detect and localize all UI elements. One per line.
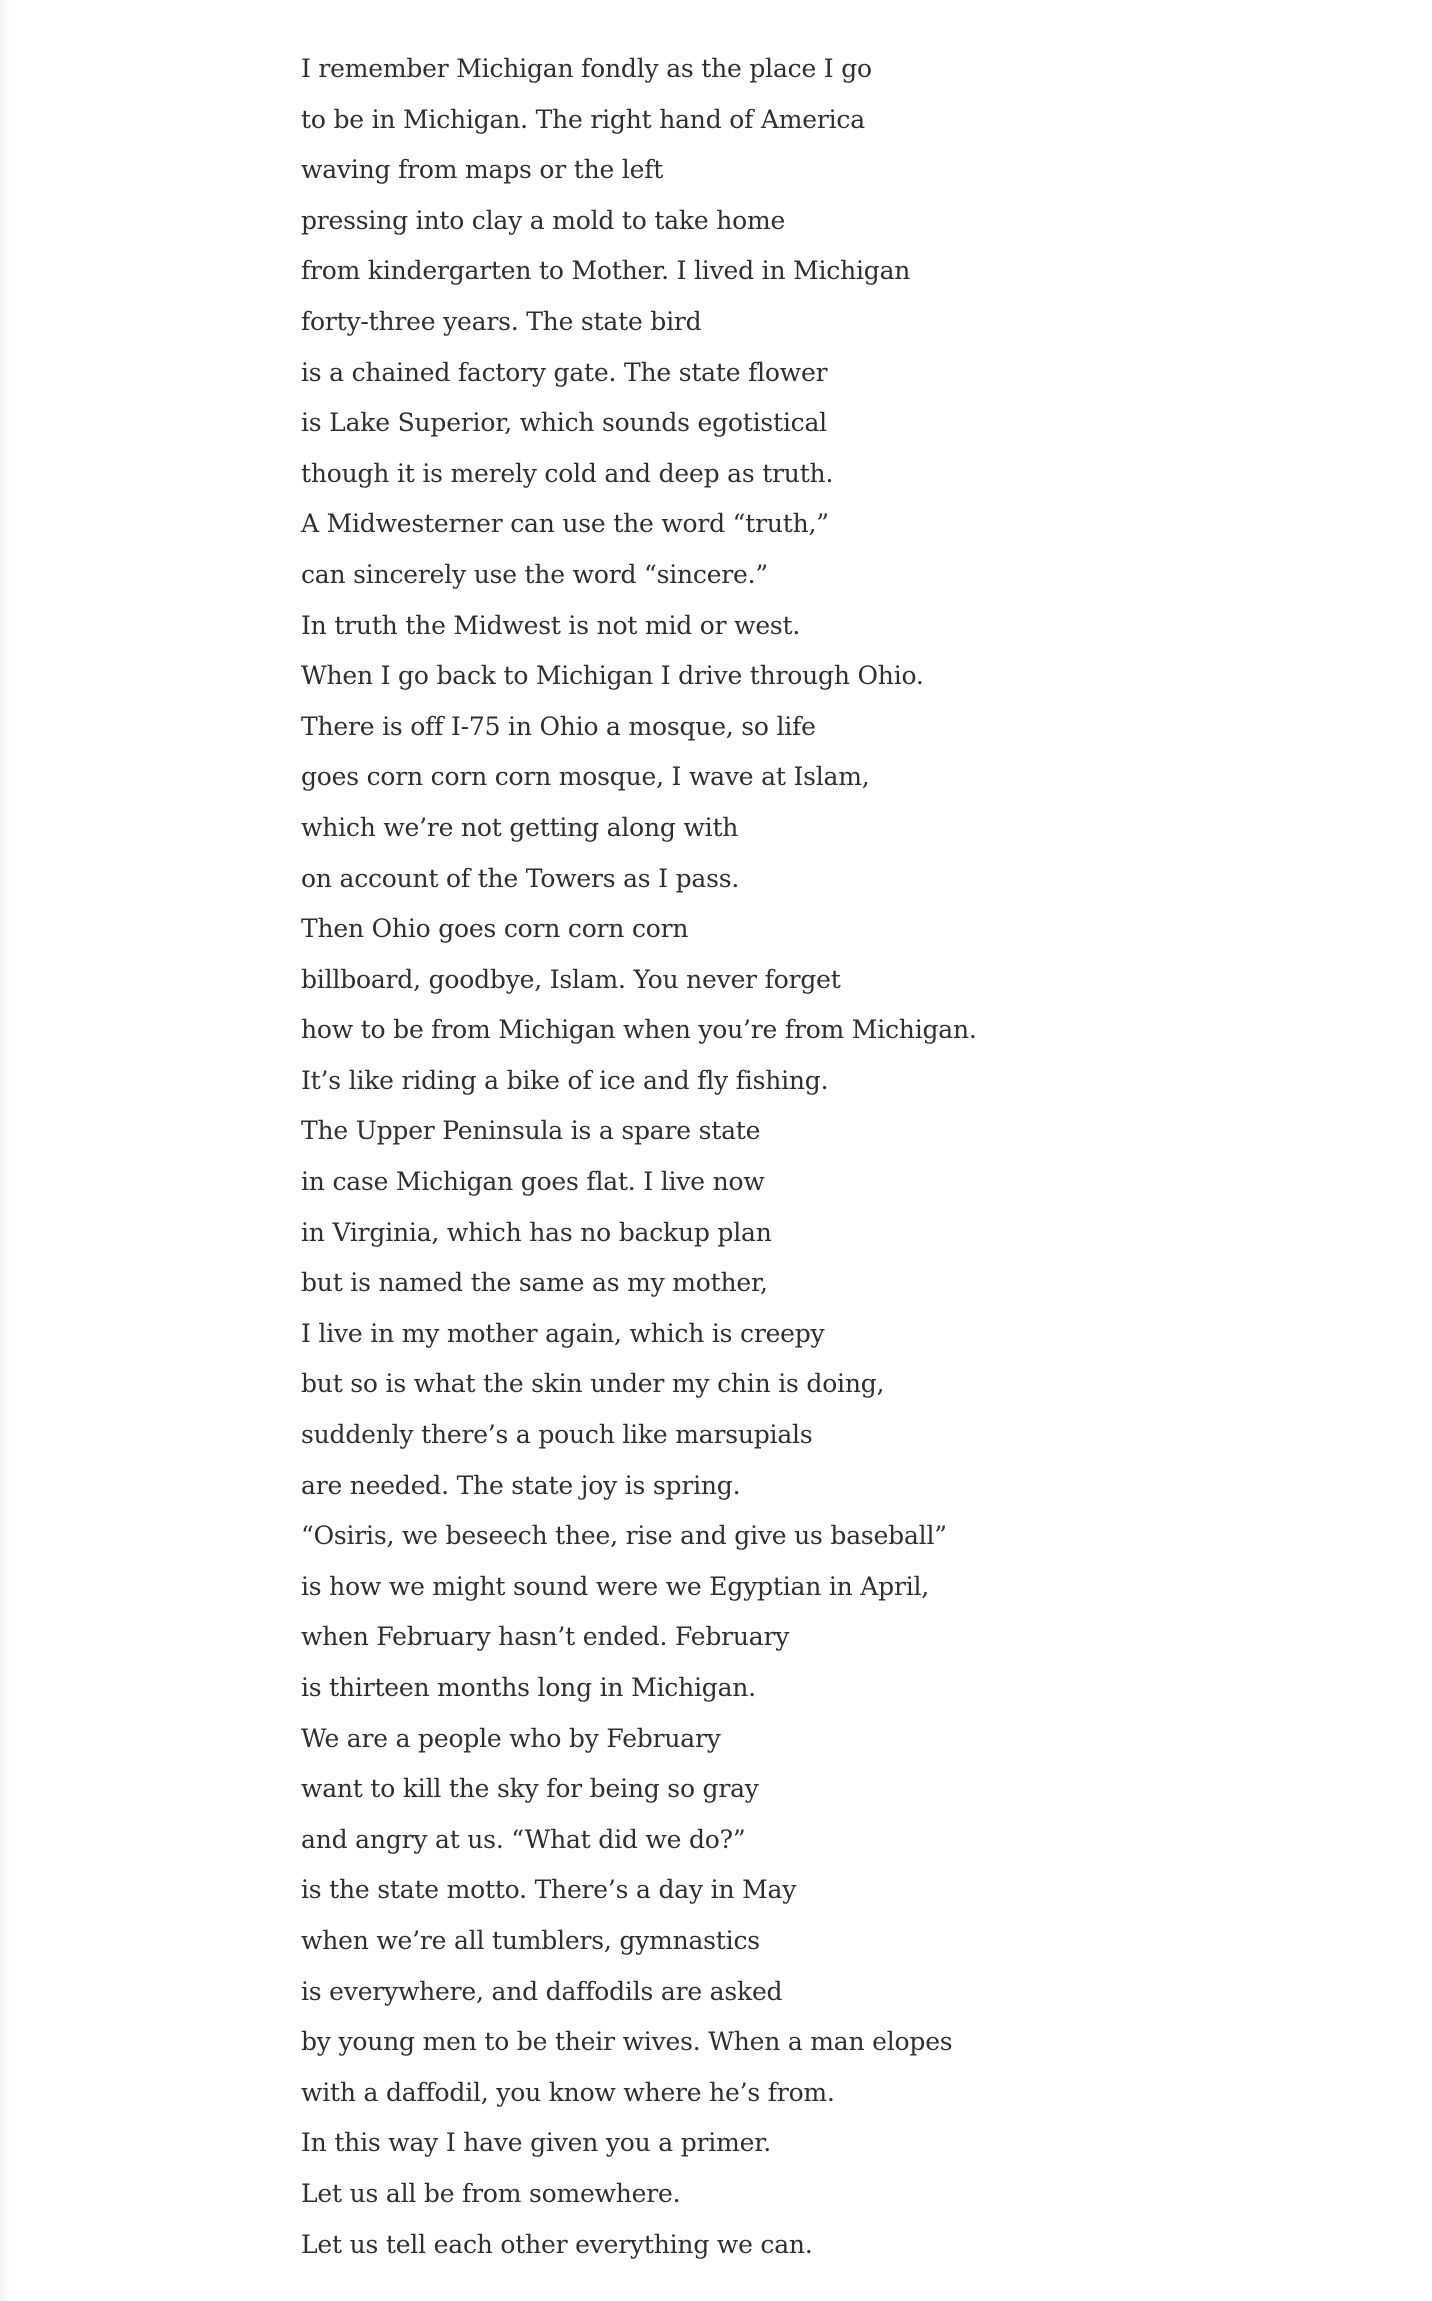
poem-line-14: There is off I-75 in Ohio a mosque, so life [301,711,816,741]
poem-line-2: to be in Michigan. The right hand of America [301,104,865,134]
poem-line-40: by young men to be their wives. When a man elopes [301,2027,953,2057]
poem-line-41: with a daffodil, you know where he’s from. [301,2077,835,2107]
poem-line-30: “Osiris, we beseech thee, rise and give us baseball” [301,1521,947,1551]
poem-line-39: is everywhere, and daffodils are asked [301,1976,783,2006]
poem-line-8: is Lake Superior, which sounds egotistical [301,408,827,438]
poem-line-22: The Upper Peninsula is a spare state [301,1116,761,1146]
poem-line-36: and angry at us. “What did we do?” [301,1824,746,1854]
poem-line-34: We are a people who by February [301,1723,721,1753]
poem-line-15: goes corn corn corn mosque, I wave at Islam, [301,762,870,792]
poem-line-6: forty-three years. The state bird [301,306,702,336]
poem-line-44: Let us tell each other everything we can. [301,2229,813,2259]
poem-line-18: Then Ohio goes corn corn corn [301,914,689,944]
poem-line-5: from kindergarten to Mother. I lived in Michigan [301,256,911,286]
poem-line-37: is the state motto. There’s a day in May [301,1875,797,1905]
poem-line-19: billboard, goodbye, Islam. You never forget [301,964,841,994]
poem-line-35: want to kill the sky for being so gray [301,1774,759,1804]
poem-line-29: are needed. The state joy is spring. [301,1470,741,1500]
poem-line-11: can sincerely use the word “sincere.” [301,559,768,589]
poem-line-4: pressing into clay a mold to take home [301,205,786,235]
page-edge [0,0,10,2301]
poem-line-12: In truth the Midwest is not mid or west. [301,610,801,640]
poem-line-24: in Virginia, which has no backup plan [301,1217,772,1247]
poem-line-28: suddenly there’s a pouch like marsupials [301,1420,813,1450]
poem-line-27: but so is what the skin under my chin is doing, [301,1369,885,1399]
poem-line-38: when we’re all tumblers, gymnastics [301,1925,760,1955]
poem-body [301,44,1301,2270]
poem-line-26: I live in my mother again, which is creepy [301,1318,825,1348]
poem-line-42: In this way I have given you a primer. [301,2128,771,2158]
poem-line-21: It’s like riding a bike of ice and fly fishing. [301,1065,829,1095]
poem-line-20: how to be from Michigan when you’re from Michigan. [301,1015,977,1045]
poem-line-10: A Midwesterner can use the word “truth,” [301,509,829,539]
poem-line-17: on account of the Towers as I pass. [301,863,740,893]
poem-line-23: in case Michigan goes flat. I live now [301,1167,765,1197]
poem-line-3: waving from maps or the left [301,155,664,185]
poem-line-32: when February hasn’t ended. February [301,1622,790,1652]
poem-line-7: is a chained factory gate. The state flower [301,357,828,387]
poem-line-43: Let us all be from somewhere. [301,2178,681,2208]
poem-line-31: is how we might sound were we Egyptian in April, [301,1571,930,1601]
poem-line-9: though it is merely cold and deep as truth. [301,458,834,488]
poem-line-16: which we’re not getting along with [301,812,739,842]
poem-line-33: is thirteen months long in Michigan. [301,1673,756,1702]
poem-line-1: I remember Michigan fondly as the place I go [301,54,872,83]
poem-line-25: but is named the same as my mother, [301,1268,768,1298]
poem-line-13: When I go back to Michigan I drive through Ohio. [301,661,924,691]
